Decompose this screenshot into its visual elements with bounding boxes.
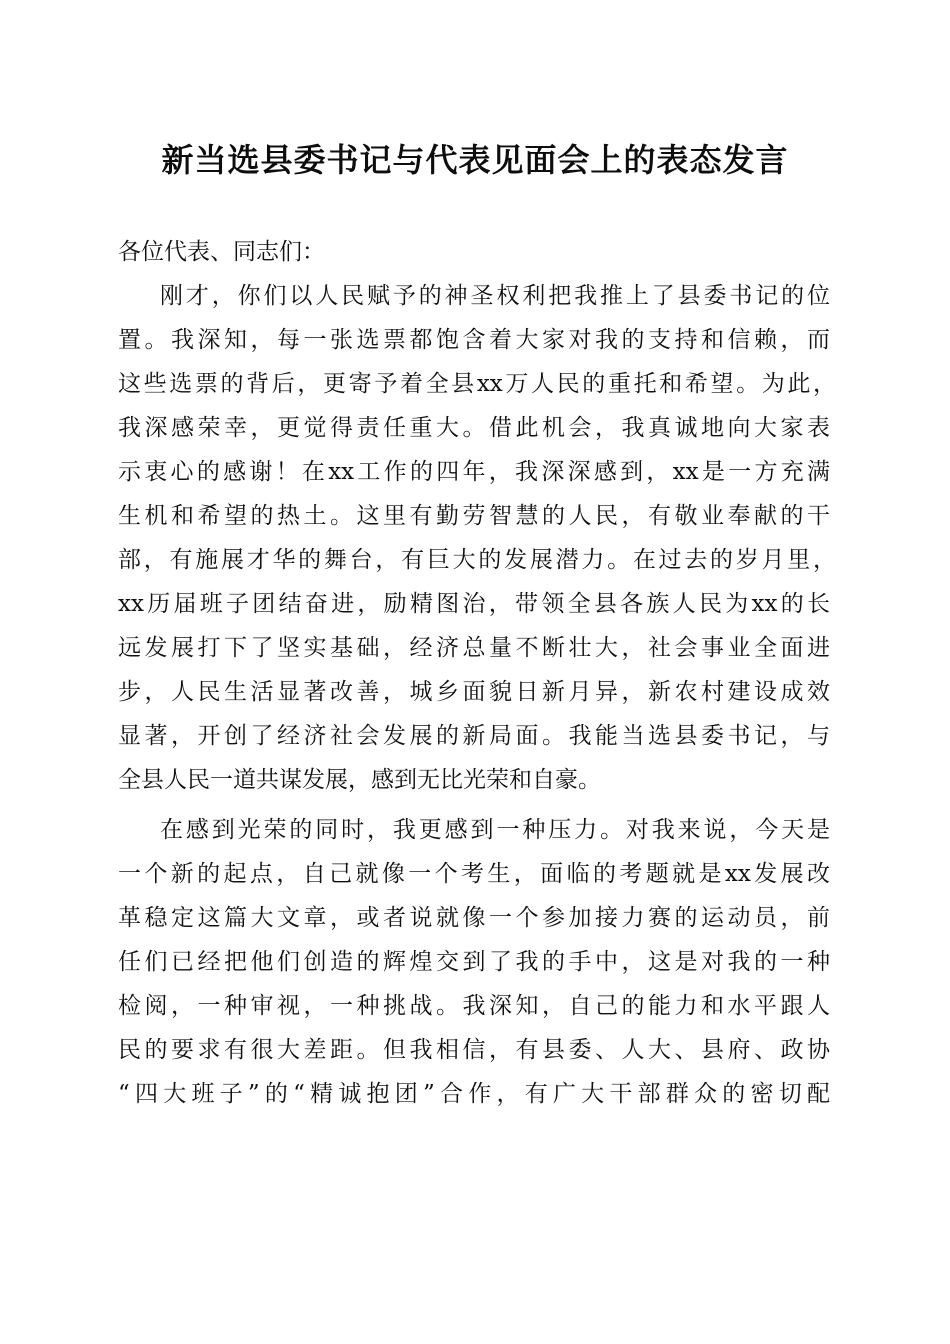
paragraph-line: 全县人民一道共谋发展，感到无比光荣和自豪。	[118, 767, 601, 793]
paragraph-line: 显著，开创了经济社会发展的新局面。我能当选县委书记，与	[118, 723, 830, 749]
paragraph-line: 置。我深知，每一张选票都饱含着大家对我的支持和信赖，而	[118, 327, 830, 353]
paragraph-line: xx历届班子团结奋进，励精图治，带领全县各族人民为xx的长	[118, 591, 830, 617]
paragraph-line: “四大班子”的“精诚抱团”合作，有广大干部群众的密切配	[118, 1081, 830, 1107]
paragraph-line: 革稳定这篇大文章，或者说就像一个参加接力赛的运动员，前	[118, 905, 830, 931]
paragraph-line: 步，人民生活显著改善，城乡面貌日新月异，新农村建设成效	[118, 679, 830, 705]
paragraph-line: 刚才，你们以人民赋予的神圣权利把我推上了县委书记的位	[160, 283, 830, 309]
paragraph-line: 示衷心的感谢！在xx工作的四年，我深深感到，xx是一方充满	[118, 459, 830, 485]
paragraph-line: 任们已经把他们创造的辉煌交到了我的手中，这是对我的一种	[118, 949, 830, 975]
paragraph-line: 一个新的起点，自己就像一个考生，面临的考题就是xx发展改	[118, 861, 830, 887]
document-title: 新当选县委书记与代表见面会上的表态发言	[161, 141, 789, 179]
paragraph-line: 生机和希望的热土。这里有勤劳智慧的人民，有敬业奉献的干	[118, 503, 830, 529]
paragraph-line: 检阅，一种审视，一种挑战。我深知，自己的能力和水平跟人	[118, 993, 830, 1019]
salutation: 各位代表、同志们：	[118, 239, 325, 265]
paragraph-line: 远发展打下了坚实基础，经济总量不断壮大，社会事业全面进	[118, 635, 830, 661]
paragraph-line: 这些选票的背后，更寄予着全县xx万人民的重托和希望。为此，	[118, 371, 836, 397]
paragraph-line: 部，有施展才华的舞台，有巨大的发展潜力。在过去的岁月里，	[118, 547, 836, 573]
paragraph-line: 民的要求有很大差距。但我相信，有县委、人大、县府、政协	[118, 1037, 830, 1063]
paragraph-line: 在感到光荣的同时，我更感到一种压力。对我来说，今天是	[160, 817, 830, 843]
paragraph-line: 我深感荣幸，更觉得责任重大。借此机会，我真诚地向大家表	[118, 415, 830, 441]
